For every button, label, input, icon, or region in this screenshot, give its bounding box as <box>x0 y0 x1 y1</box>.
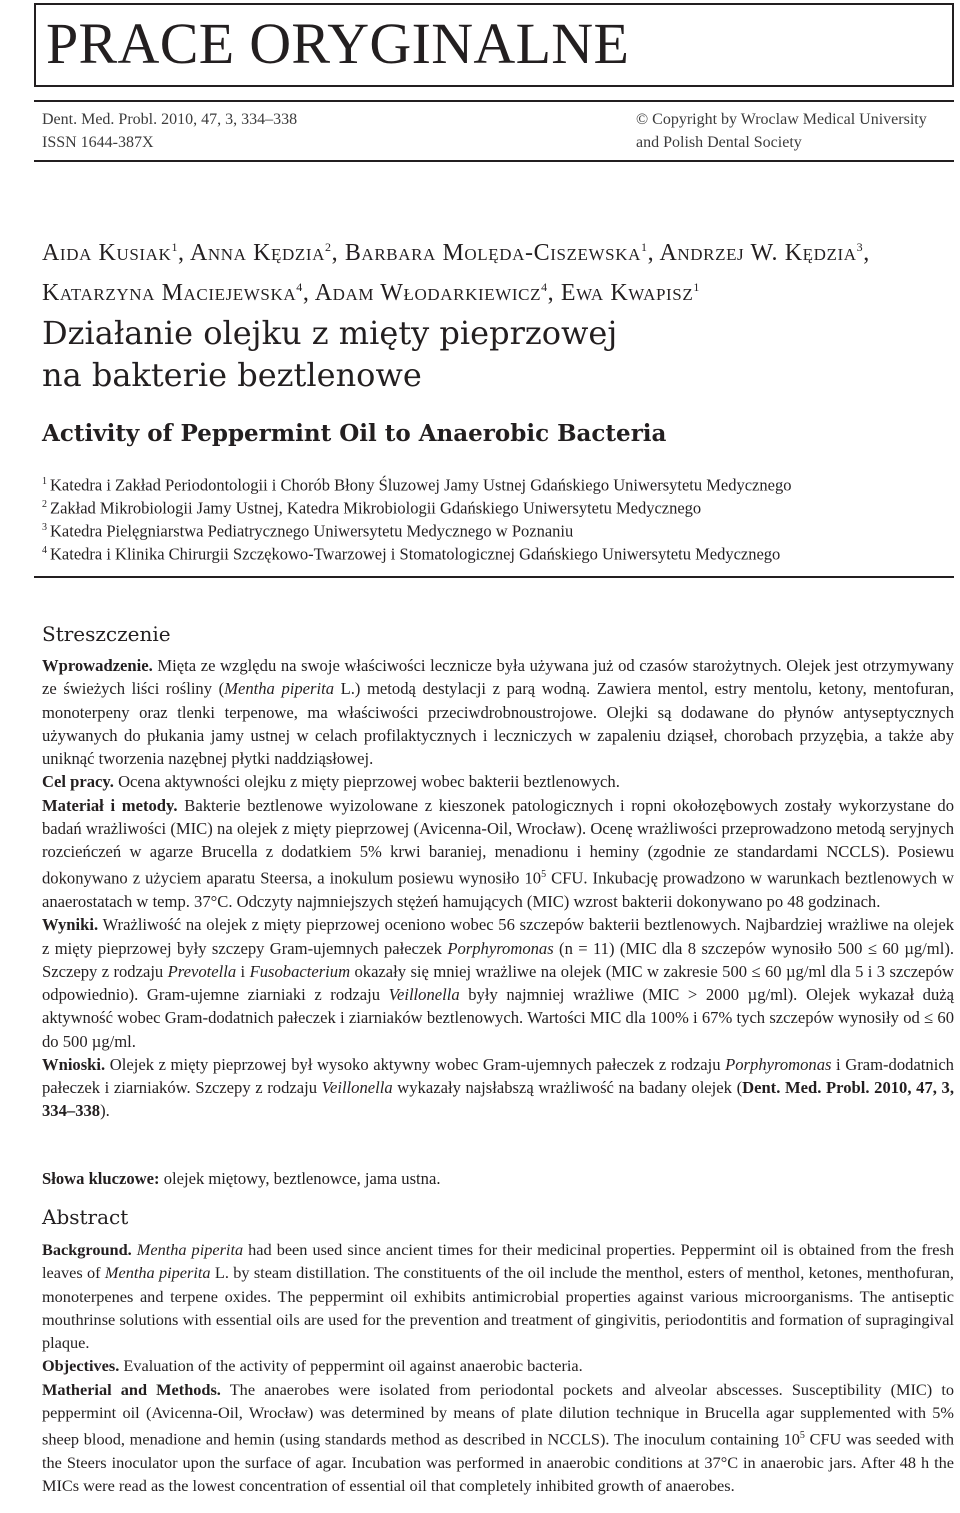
affiliation-number: 1 <box>42 476 47 487</box>
results-text: i <box>236 961 250 981</box>
methods-label: Materiał i metody. <box>42 795 178 815</box>
citation-line: Dent. Med. Probl. 2010, 47, 3, 334–338 <box>42 111 298 128</box>
species-name: Fusobacterium <box>249 961 351 981</box>
title-line: na bakterie beztlenowe <box>42 356 422 394</box>
author-line: Katarzyna Maciejewska$^4$, Adam Włodarkiewicz$^4$, Ewa Kwapisz$^1$ <box>42 280 700 306</box>
affiliation-number: 2 <box>42 499 47 510</box>
exponent: 5 <box>541 869 547 881</box>
methods-text: Bakterie beztlenowe wyizolowane z kieszonek patologicznych i ropni okołozębowych zostały wykorzystane do badań wrażliwości (MIC) na olejek z mięty pieprzowej (Avicenna-Oil, Wrocław). Ocenę wrażliwości przeprowadzono metodą seryjnych rozcieńczeń w agarze Brucella z dodatkiem 5% krwi baraniej, menadionu i heminy (zgodnie ze standardami NCCLS). Posiewu dokonywano z użyciem aparatu Steersa, a inokulum posiewu wynosiło 10 <box>42 795 954 888</box>
author-name: Barbara Molęda-Ciszewska <box>344 240 641 266</box>
methods-text: The anaerobes were isolated from periodontal pockets and alveolar abscesses. Susceptibility (MIC) to peppermint oil (Avicenna-Oil, Wrocław) was determined by means of plate dilution technique in Brucella agar supplemented with 5% sheep blood, menadione and hemin (using standards method as described in NCCLS). The inoculum containing 10 <box>42 1379 955 1449</box>
issn-line: ISSN 1644-387X <box>42 134 154 151</box>
results-text: były najmniej wrażliwe (MIC > 2000 µg/ml). Olejek wykazał dużą aktywność wobec Gram-dodatnich pałeczek i ziarniaków beztlenowych. Wartości MIC dla 100% i 67% tych szczepów wynosiły od ≤ 60 do 500 µg/ml. <box>42 985 954 1051</box>
methods-label: Matherial and Methods. <box>42 1379 221 1399</box>
abstract-heading: Abstract <box>42 1205 129 1229</box>
exponent: 5 <box>799 1430 805 1441</box>
results-text: (n = 11) (MIC dla 8 szczepów wynosiło 500 ≤ 60 µg/ml). Szczepy z rodzaju <box>42 938 954 981</box>
aim-text: Ocena aktywności olejku z mięty pieprzowej wobec bakterii beztlenowych. <box>118 772 620 792</box>
affiliation-item <box>42 493 952 516</box>
affiliation-text: Katedra i Zakład Periodontologii i Chorób Błony Śluzowej Jamy Ustnej Gdańskiego Uniwersytetu Medycznego <box>50 475 792 495</box>
conclusions-text: wykazały najsłabszą wrażliwość na badany olejek ( <box>392 1078 743 1098</box>
author-affiliation-number: 1 <box>171 240 179 254</box>
intro-text: L.) metodą destylacji z parą wodną. Zawiera mentol, estry mentolu, ketony, mentofuran, monoterpeny oraz tlenki terpenowe, ma właściwości przeciwdrobnoustrojowe. Olejki są dodawane do płynów antyseptycznych używanych do płukania jamy ustnej w celach profilaktycznych i leczniczych w zapaleniu dziąseł, chorobach przyzębia, a także aby uniknąć tworzenia nazębnej płytki naddziąsłowej. <box>42 679 954 768</box>
results-label: Wyniki. <box>42 915 99 935</box>
results-text: okazały się mniej wrażliwe na olejek (MIC w zakresie 500 ≤ 60 µg/ml dla 5 i 3 szczepów odpowiednio). Gram-ujemne ziarniaki z rodzaju <box>42 961 954 1005</box>
author-affiliation-number: 3 <box>856 240 864 254</box>
species-name: Prevotella <box>167 961 237 981</box>
author-affiliation-number: 2 <box>325 240 332 254</box>
species-name: Mentha piperita <box>136 1240 244 1259</box>
species-name: Mentha piperita <box>224 679 334 699</box>
abstract-body <box>42 1238 954 1497</box>
background-text: L. by steam distillation. The constituents of the oil include the menthol, esters of menthol, ketones, menthofuran, monoterpenes and terpene oxides. The peppermint oil exhibits antimicrobial properties against various microorganisms. The antiseptic mouthrinse solutions with essential oils are used for the prevention and treatment of gingivitis, periodontitis and formation of supragingival plaque. <box>42 1263 955 1352</box>
author-name: Ewa Kwapisz <box>560 280 694 306</box>
author-name: Katarzyna Maciejewska <box>42 280 297 306</box>
title-line: Działanie olejku z mięty pieprzowej <box>42 314 618 352</box>
copyright-notice <box>636 108 927 154</box>
species-name: Mentha piperita <box>104 1263 211 1283</box>
streszczenie-heading: Streszczenie <box>42 622 171 646</box>
citation-reference: Dent. Med. Probl. 2010, 47, 3, 334–338 <box>42 1078 954 1121</box>
keywords-label: Słowa kluczowe: <box>42 1169 160 1188</box>
affiliation-text: Katedra Pielęgniarstwa Pediatrycznego Uniwersytetu Medycznego w Poznaniu <box>50 521 574 541</box>
affiliation-item <box>42 539 952 562</box>
conclusions-text: ). <box>100 1101 110 1121</box>
section-divider <box>34 576 954 578</box>
affiliation-number: 3 <box>42 522 47 533</box>
section-title: PRACE ORYGINALNE <box>46 11 630 76</box>
results-text: Wrażliwość na olejek z mięty pieprzowej oceniono wobec 56 szczepów bakterii beztlenowych. Najbardziej wrażliwe na olejek z mięty pieprzowej były szczepy Gram-ujemnych pałeczek <box>42 915 954 958</box>
affiliation-list <box>42 470 952 562</box>
affiliation-text: Zakład Mikrobiologii Jamy Ustnej, Katedra Mikrobiologii Gdańskiego Uniwersytetu Medycznego <box>50 498 702 518</box>
author-name: Aida Kusiak <box>42 240 172 266</box>
affiliation-item <box>42 516 952 539</box>
author-affiliation-number: 4 <box>296 280 303 294</box>
author-affiliation-number: 1 <box>640 240 648 254</box>
copyright-line: and Polish Dental Society <box>636 134 802 151</box>
objectives-label: Objectives. <box>42 1356 120 1376</box>
article-title-polish <box>42 312 617 396</box>
article-title-english: Activity of Peppermint Oil to Anaerobic Bacteria <box>42 420 667 447</box>
intro-label: Wprowadzenie. <box>42 656 153 675</box>
intro-text: Mięta ze względu na swoje właściwości lecznicze była używana już od czasów starożytnych. Olejek jest otrzymywany ze świeżych liści rośliny ( <box>42 656 954 699</box>
affiliation-text: Katedra i Klinika Chirurgii Szczękowo-Twarzowej i Stomatologicznej Gdańskiego Uniwersytetu Medycznego <box>50 544 781 564</box>
author-affiliation-number: 4 <box>541 280 548 294</box>
affiliation-item <box>42 470 952 493</box>
streszczenie-body <box>42 654 954 1123</box>
conclusions-label: Wnioski. <box>42 1054 106 1074</box>
species-name: Veillonella <box>388 985 460 1005</box>
keywords-text: olejek miętowy, beztlenowce, jama ustna. <box>163 1169 441 1188</box>
author-name: Andrzej W. Kędzia <box>659 240 857 266</box>
copyright-line: © Copyright by Wroclaw Medical University <box>636 111 927 128</box>
journal-citation <box>42 108 297 154</box>
species-name: Porphyromonas <box>725 1054 832 1074</box>
author-list <box>42 230 957 310</box>
author-name: Anna Kędzia <box>189 240 326 266</box>
background-text: had been used since ancient times for their medicinal properties. Peppermint oil is obtained from the fresh leaves of <box>42 1240 954 1283</box>
methods-text: CFU was seeded with the Steers inoculator upon the surface of agar. Incubation was performed in anaerobic conditions at 37°C in anaerobic jars. After 48 h the MICs were read as the lowest concentration of essential oil that completely inhibited growth of anaerobes. <box>42 1429 954 1495</box>
conclusions-text: i Gram-dodatnich pałeczek i ziarniaków. Szczepy z rodzaju <box>42 1054 954 1098</box>
affiliation-number: 4 <box>42 545 47 556</box>
background-label: Background. <box>42 1240 132 1259</box>
aim-label: Cel pracy. <box>42 772 114 792</box>
author-name: Adam Włodarkiewicz <box>314 280 542 306</box>
author-affiliation-number: 1 <box>693 280 700 294</box>
objectives-text: Evaluation of the activity of peppermint oil against anaerobic bacteria. <box>123 1356 583 1376</box>
species-name: Porphyromonas <box>447 938 554 958</box>
conclusions-text: Olejek z mięty pieprzowej był wysoko aktywny wobec Gram-ujemnych pałeczek z rodzaju <box>109 1054 726 1074</box>
species-name: Veillonella <box>321 1078 393 1098</box>
keywords <box>42 1167 954 1190</box>
author-line: Aida Kusiak$^1$, Anna Kędzia$^2$, Barbara Molęda-Ciszewska$^1$, Andrzej W. Kędzia$^3$, <box>42 240 870 266</box>
methods-text: CFU. Inkubację prowadzono w warunkach beztlenowych w anaerostatach w temp. 37°C. Odczyty najmniejszych stężeń hamujących (MIC) wzrost bakterii dokonywano po 48 godzinach. <box>42 868 954 912</box>
